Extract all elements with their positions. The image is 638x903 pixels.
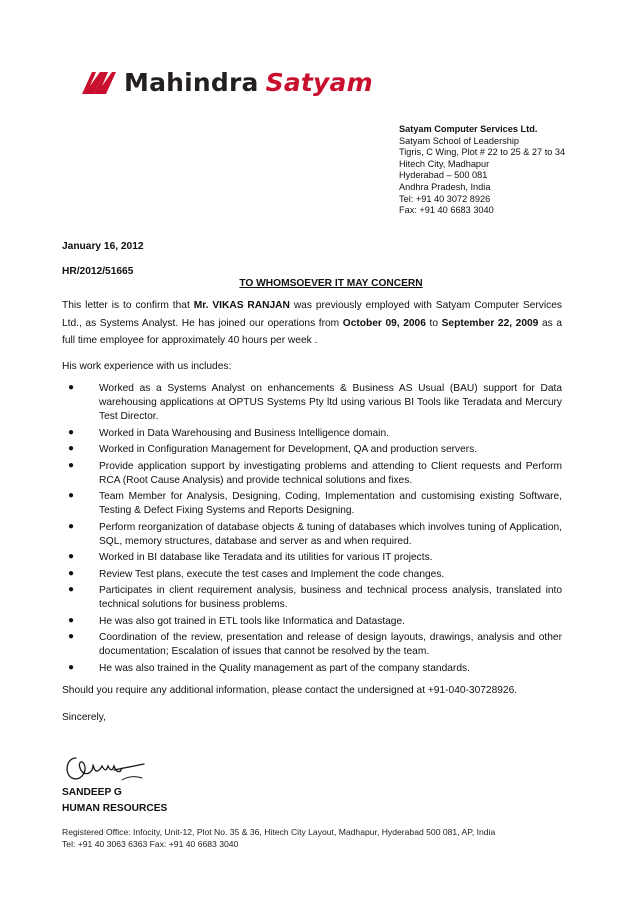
company-name: Satyam Computer Services Ltd. [399,124,538,134]
list-item [62,584,562,612]
duty-text: Participates in client requirement analysis, business and technical process analysis, translated into technical solutions for business problems. [99,585,562,611]
address-tel: Tel: +91 40 3072 8926 [399,193,491,204]
list-item [62,615,562,629]
bullet-icon: ● [68,459,75,471]
signer-department: HUMAN RESOURCES [62,803,168,814]
address-fax: Fax: +91 40 6683 3040 [399,205,494,216]
list-item [62,631,562,659]
bullet-icon: ● [68,614,75,626]
handwritten-signature-icon [62,750,152,788]
list-item [62,521,562,549]
duty-text: Worked in Configuration Management for Development, QA and production servers. [99,444,478,456]
logo-wordmark [124,68,373,97]
bullet-icon: ● [68,520,75,532]
registered-office-footer [62,827,495,850]
duty-text: Worked in Data Warehousing and Business Intelligence domain. [99,427,389,439]
letter-body [62,238,562,727]
address-line: Hyderabad – 500 081 [399,170,488,181]
list-item [62,460,562,488]
employee-name: Mr. VIKAS RANJAN [193,300,290,311]
experience-intro: His work experience with us includes: [62,360,232,372]
footer-phone: Tel: +91 40 3063 6363 Fax: +91 40 6683 3040 [62,838,239,849]
para-text: as a full time employee for approximately 40 hours per week . [62,317,563,346]
list-item [62,382,562,425]
duty-text: Worked as a Systems Analyst on enhancements & Business AS Usual (BAU) support for Data warehousing applications at OPTUS Systems Pty ltd using various BI Tools like Teradata and Mercury Test Director. [99,383,562,423]
address-line: Andhra Pradesh, India [399,181,491,192]
list-item [62,443,562,457]
logo-word-mahindra: Mahindra [124,67,259,97]
bullet-icon: ● [68,584,75,596]
list-item [62,490,562,518]
duties-list [62,382,562,676]
signer-name: SANDEEP G [62,787,122,798]
bullet-icon: ● [68,661,75,673]
para-text: to [425,317,442,329]
duty-text: He was also trained in the Quality management as part of the company standards. [99,662,470,674]
list-item [62,662,562,676]
bullet-icon: ● [68,490,75,502]
list-item [62,551,562,565]
signer-block [62,785,167,817]
letter-subject: TO WHOMSOEVER IT MAY CONCERN [239,278,423,289]
footer-address: Registered Office: Infocity, Unit-12, Plot No. 35 & 36, Hitech City Layout, Madhapur, Hyderabad 500 081, AP, India [62,827,496,837]
address-line: Hitech City, Madhapur [399,158,490,169]
duty-text: Coordination of the review, presentation and release of design layouts, drawings, analysis and other documentation; Escalation of issues that cannot be resolved by the team. [99,632,562,658]
company-address-block [399,124,565,217]
duty-text: He was also got trained in ETL tools like Informatica and Datastage. [99,615,405,627]
mahindra-rise-logo-icon [80,68,118,96]
duty-text: Review Test plans, execute the test cases and Implement the code changes. [99,568,445,580]
end-date: September 22, 2009 [441,317,539,329]
bullet-icon: ● [68,631,75,643]
contact-paragraph: Should you require any additional information, please contact the undersigned at +91-040-30728926. [62,684,518,696]
duty-text: Worked in BI database like Teradata and its utilities for various IT projects. [99,552,433,564]
duty-text: Provide application support by investigating problems and attending to Client requests and Perform RCA (Root Cause Analysis) and provide technical solutions and fixes. [99,460,562,486]
logo-word-satyam: Satyam [265,67,373,97]
closing: Sincerely, [62,712,106,724]
address-line: Tigris, C Wing, Plot # 22 to 25 & 27 to 34 [399,147,566,158]
para-text: This letter is to confirm that [62,300,194,311]
letter-reference: HR/2012/51665 [62,265,134,277]
para-text: was previously employed with Satyam Computer Services Ltd., as Systems Analyst. He has joined our operations from [62,300,562,329]
bullet-icon: ● [68,382,75,393]
duty-text: Team Member for Analysis, Designing, Coding, Implementation and customising existing Software, Testing & Defect Fixing Systems and Reports Designing. [99,491,562,517]
address-line: Satyam School of Leadership [399,135,520,146]
bullet-icon: ● [68,567,75,579]
confirmation-paragraph [62,297,562,350]
bullet-icon: ● [68,551,75,563]
list-item [62,568,562,582]
duty-text: Perform reorganization of database objects & tuning of databases which involves tuning of Application, SQL, memory structures, database and server as and when required. [99,521,562,547]
company-logo [80,62,373,102]
bullet-icon: ● [68,426,75,438]
start-date: October 09, 2006 [342,317,426,329]
list-item [62,427,562,441]
bullet-icon: ● [68,443,75,455]
letter-date: January 16, 2012 [62,241,144,252]
